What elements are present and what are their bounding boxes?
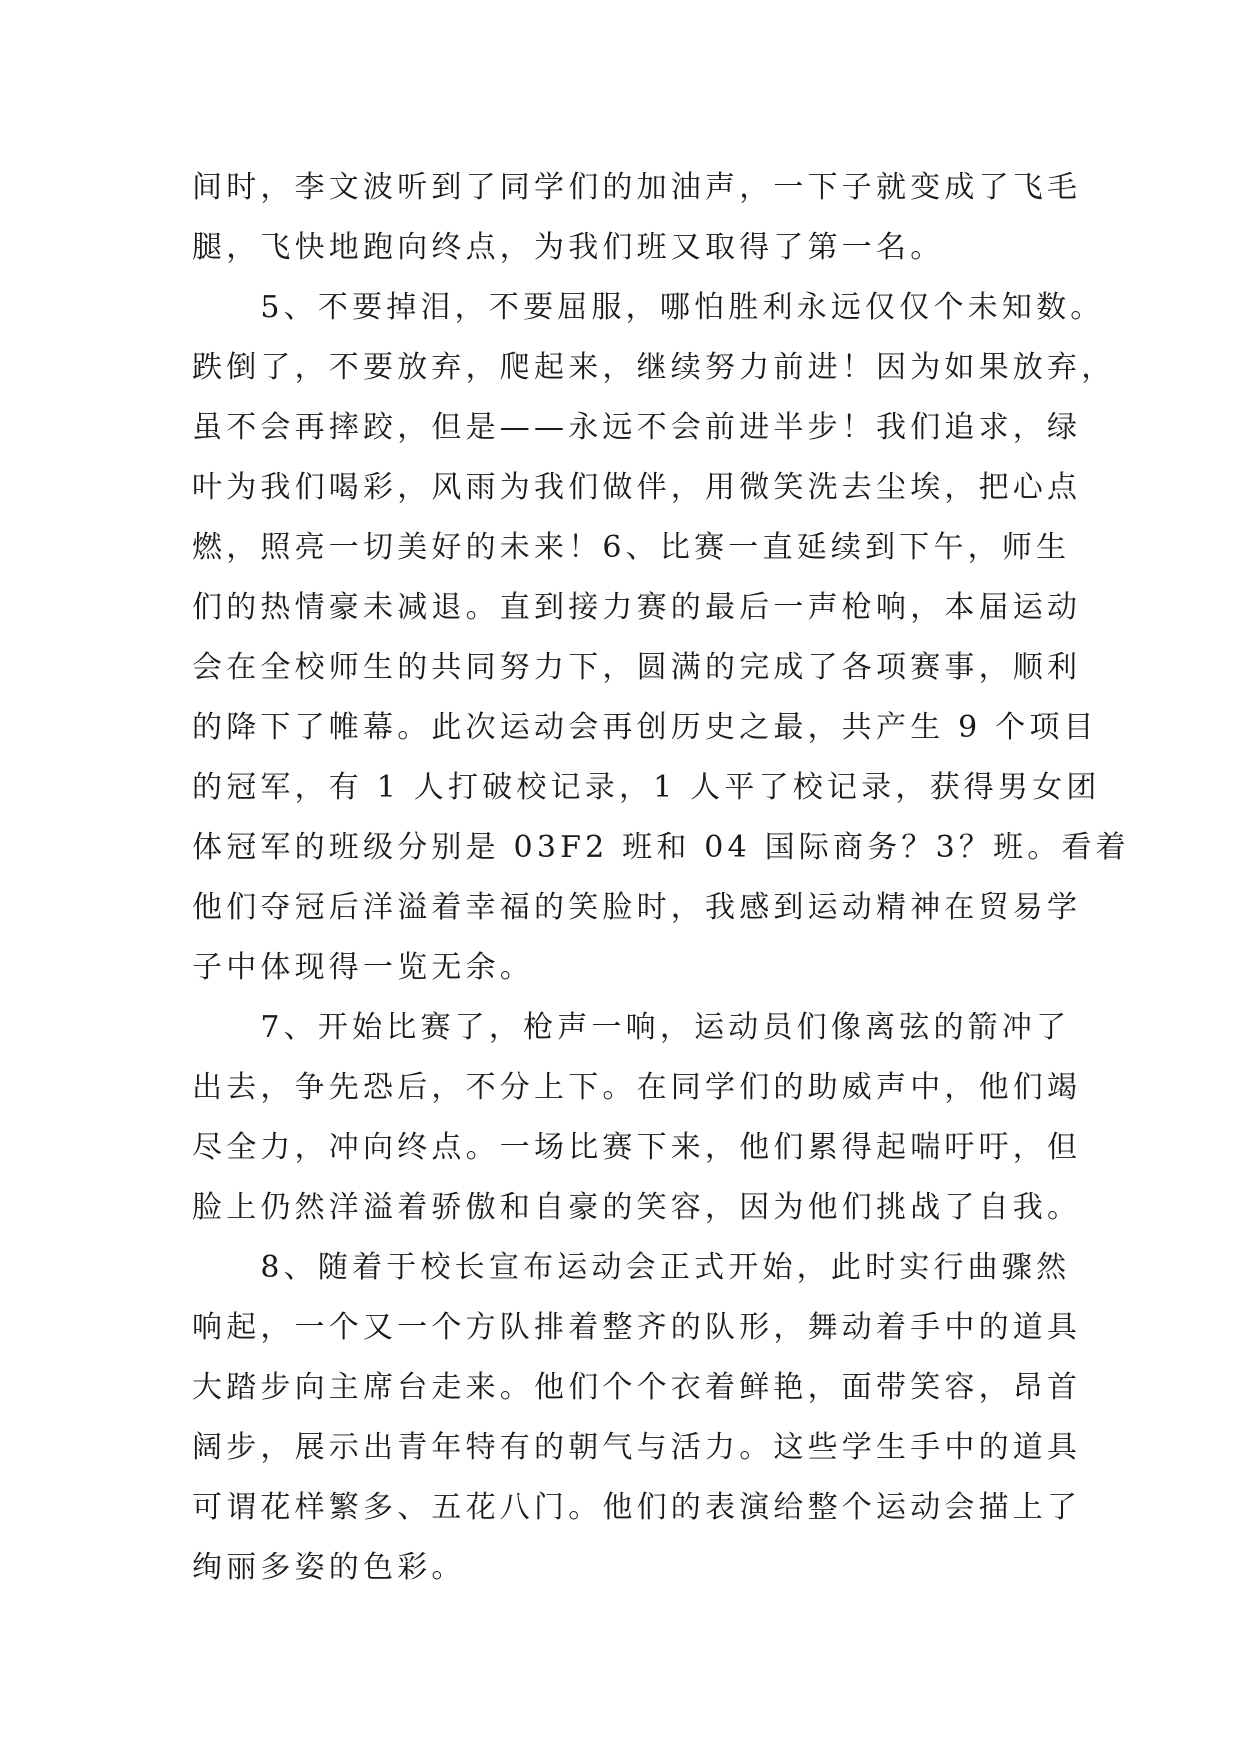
text-line: 叶为我们喝彩，风雨为我们做伴，用微笑洗去尘埃，把心点 [192, 470, 1082, 505]
text-line: 脸上仍然洋溢着骄傲和自豪的笑容，因为他们挑战了自我。 [192, 1190, 1082, 1225]
text-line: 绚丽多姿的色彩。 [192, 1550, 466, 1585]
text-line: 出去，争先恐后，不分上下。在同学们的助威声中，他们竭 [192, 1070, 1082, 1105]
text-line: 会在全校师生的共同努力下，圆满的完成了各项赛事，顺利 [192, 650, 1082, 685]
text-line: 们的热情豪未减退。直到接力赛的最后一声枪响，本届运动 [192, 590, 1082, 625]
text-line: 间时，李文波听到了同学们的加油声，一下子就变成了飞毛 [192, 170, 1082, 205]
text-line: 7、开始比赛了，枪声一响，运动员们像离弦的箭冲了 [192, 1010, 1071, 1045]
text-line: 大踏步向主席台走来。他们个个衣着鲜艳，面带笑容，昂首 [192, 1370, 1082, 1405]
text-line: 体冠军的班级分别是 03F2 班和 04 国际商务？3？班。看着 [192, 830, 1130, 865]
text-line: 燃，照亮一切美好的未来！6、比赛一直延续到下午，师生 [192, 530, 1071, 565]
text-line: 子中体现得一览无余。 [192, 950, 534, 985]
text-line: 响起，一个又一个方队排着整齐的队形，舞动着手中的道具 [192, 1310, 1082, 1345]
text-line: 阔步，展示出青年特有的朝气与活力。这些学生手中的道具 [192, 1430, 1082, 1465]
text-line: 腿，飞快地跑向终点，为我们班又取得了第一名。 [192, 230, 945, 265]
text-line: 8、随着于校长宣布运动会正式开始，此时实行曲骤然 [192, 1250, 1071, 1285]
text-line: 跌倒了，不要放弃，爬起来，继续努力前进！因为如果放弃， [192, 350, 1116, 385]
text-line: 可谓花样繁多、五花八门。他们的表演给整个运动会描上了 [192, 1490, 1082, 1525]
text-line: 的降下了帷幕。此次运动会再创历史之最，共产生 9 个项目 [192, 710, 1098, 745]
text-line: 虽不会再摔跤，但是——永远不会前进半步！我们追求，绿 [192, 410, 1082, 445]
body-text [192, 158, 1130, 1598]
text-line: 5、不要掉泪，不要屈服，哪怕胜利永远仅仅个未知数。 [192, 290, 1105, 325]
text-line: 他们夺冠后洋溢着幸福的笑脸时，我感到运动精神在贸易学 [192, 890, 1082, 925]
text-line: 尽全力，冲向终点。一场比赛下来，他们累得起喘吁吁，但 [192, 1130, 1082, 1165]
text-line: 的冠军，有 1 人打破校记录，1 人平了校记录，获得男女团 [192, 770, 1101, 805]
